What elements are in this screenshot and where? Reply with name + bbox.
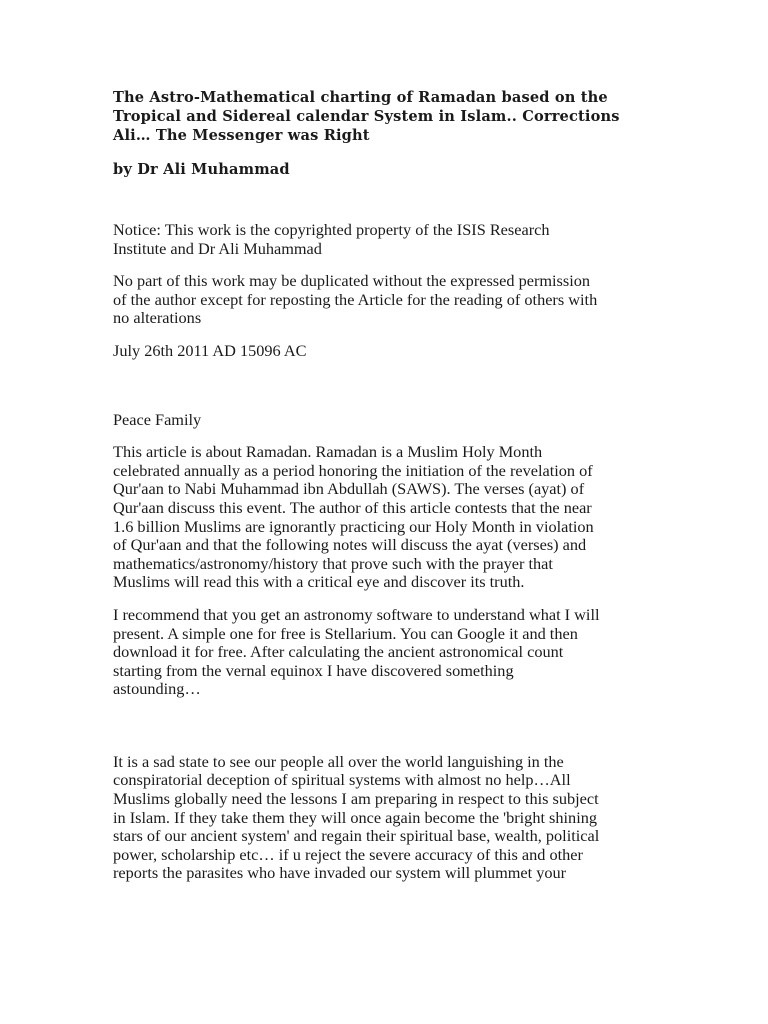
text-line: 1.6 billion Muslims are ignorantly practicing our Holy Month in violation bbox=[113, 516, 594, 536]
text-line: Muslims will read this with a critical eye and discover its truth. bbox=[113, 572, 525, 592]
title-line: The Astro-Mathematical charting of Ramadan based on the bbox=[113, 89, 608, 106]
greeting: Peace Family bbox=[113, 409, 202, 429]
text-line: No part of this work may be duplicated without the expressed permission bbox=[113, 271, 591, 291]
author-byline: by Dr Ali Muhammad bbox=[113, 161, 290, 178]
text-line: download it for free. After calculating the ancient astronomical count bbox=[113, 642, 564, 662]
text-line: in Islam. If they take them they will once again become the 'bright shining bbox=[113, 807, 598, 827]
text-line: present. A simple one for free is Stellarium. You can Google it and then bbox=[113, 623, 578, 643]
text-line: This article is about Ramadan. Ramadan is a Muslim Holy Month bbox=[113, 442, 543, 462]
text-line: starting from the vernal equinox I have discovered something bbox=[113, 660, 514, 680]
text-line: astounding… bbox=[113, 679, 201, 699]
text-line: Qur'aan to Nabi Muhammad ibn Abdullah (SAWS). The verses (ayat) of bbox=[113, 479, 585, 499]
text-line: stars of our ancient system' and regain their spiritual base, wealth, political bbox=[113, 826, 600, 846]
text-line: celebrated annually as a period honoring the initiation of the revelation of bbox=[113, 460, 593, 480]
text-line: power, scholarship etc… if u reject the severe accuracy of this and other bbox=[113, 844, 583, 864]
text-line: no alterations bbox=[113, 308, 202, 328]
copyright-notice bbox=[113, 221, 653, 258]
body-paragraph-2 bbox=[113, 606, 653, 699]
body-paragraph-1 bbox=[113, 443, 653, 592]
text-line: of Qur'aan and that the following notes will discuss the ayat (verses) and bbox=[113, 535, 587, 555]
document-date: July 26th 2011 AD 15096 AC bbox=[113, 340, 307, 360]
document-page bbox=[113, 88, 653, 883]
text-line: I recommend that you get an astronomy software to understand what I will bbox=[113, 604, 600, 624]
title-line: Ali… The Messenger was Right bbox=[113, 127, 370, 144]
text-line: Muslims globally need the lessons I am preparing in respect to this subject bbox=[113, 789, 599, 809]
text-line: reports the parasites who have invaded our system will plummet your bbox=[113, 863, 567, 883]
title-line: Tropical and Sidereal calendar System in Islam.. Corrections bbox=[113, 108, 620, 125]
body-paragraph-3 bbox=[113, 753, 653, 883]
text-line: Notice: This work is the copyrighted property of the ISIS Research bbox=[113, 220, 550, 239]
text-line: Qur'aan discuss this event. The author of this article contests that the near bbox=[113, 497, 592, 517]
text-line: Institute and Dr Ali Muhammad bbox=[113, 238, 322, 258]
text-line: It is a sad state to see our people all over the world languishing in the bbox=[113, 751, 564, 771]
rights-statement bbox=[113, 272, 653, 328]
document-title bbox=[113, 88, 653, 145]
text-line: mathematics/astronomy/history that prove such with the prayer that bbox=[113, 553, 553, 573]
text-line: of the author except for reposting the Article for the reading of others with bbox=[113, 289, 598, 309]
text-line: conspiratorial deception of spiritual systems with almost no help…All bbox=[113, 770, 571, 790]
